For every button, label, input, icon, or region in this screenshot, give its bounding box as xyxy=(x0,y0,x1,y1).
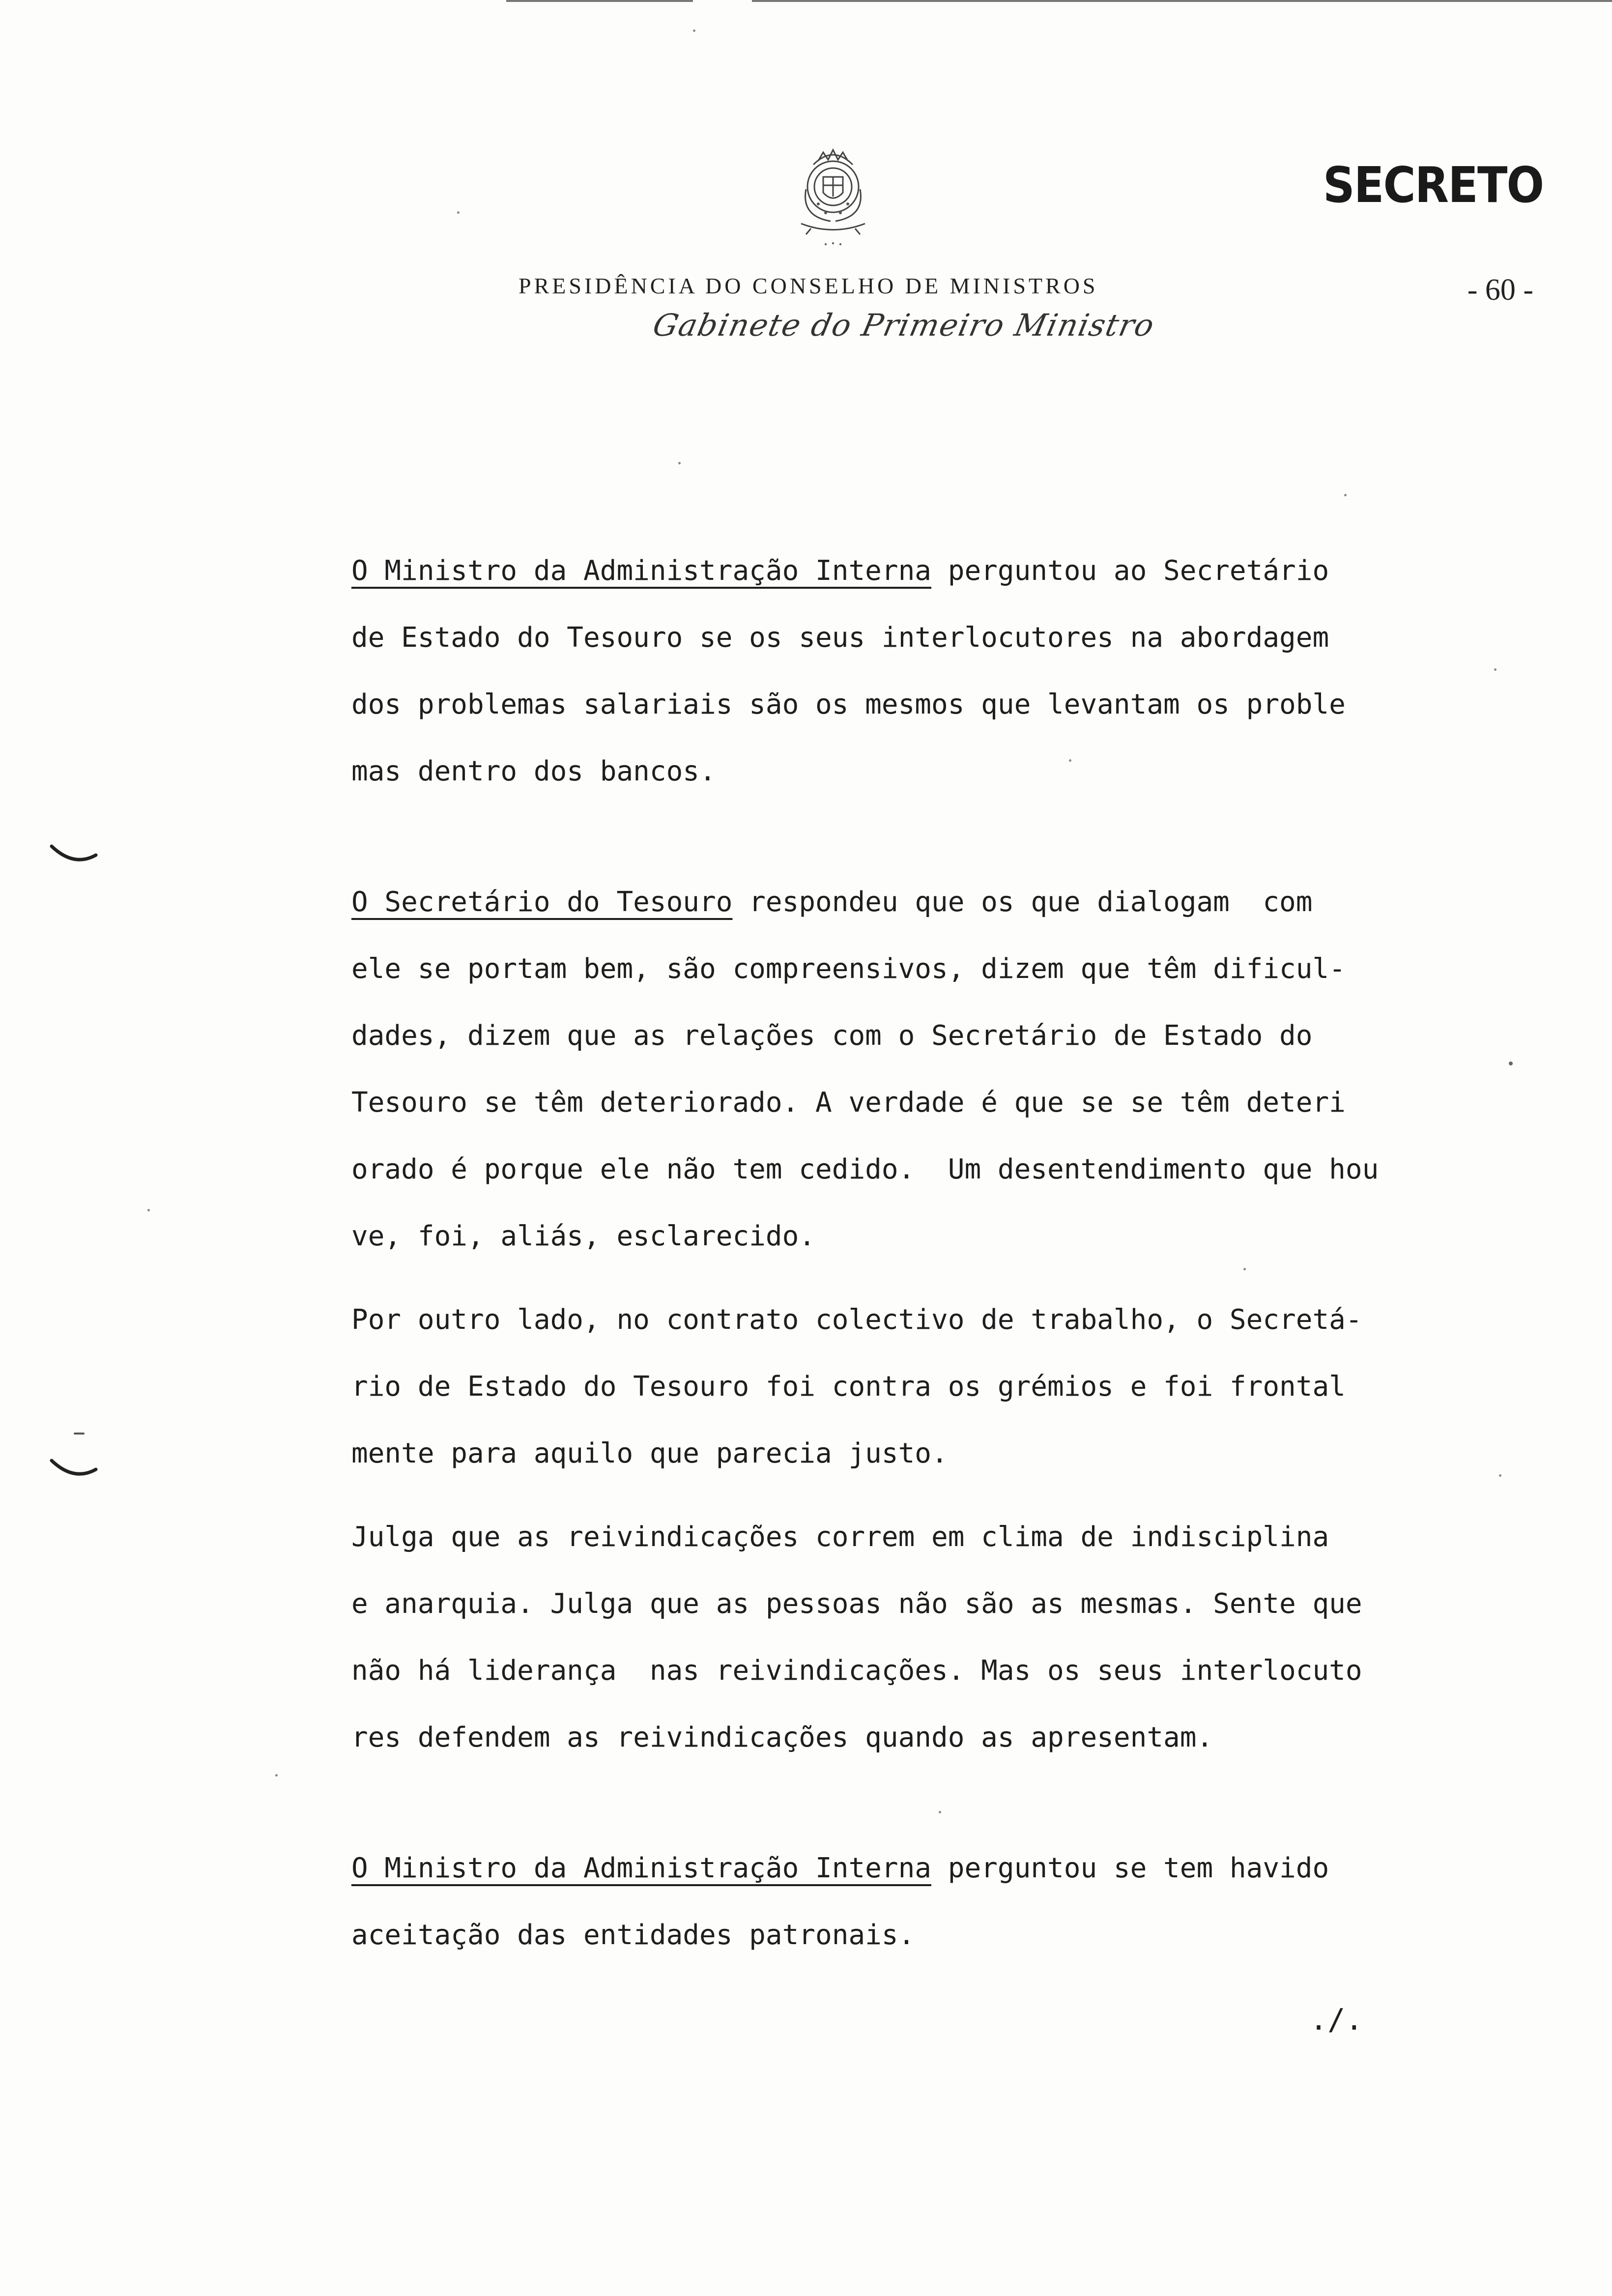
text-segment: dades, dizem que as relações com o Secretário de Estado do xyxy=(351,1020,1313,1052)
speaker-name: O Secretário do Tesouro xyxy=(351,886,733,918)
scan-speck xyxy=(1494,668,1497,671)
scan-speck xyxy=(1509,1062,1513,1065)
text-segment: dos problemas salariais são os mesmos que levantam os proble xyxy=(351,689,1346,720)
scan-speck xyxy=(1069,759,1071,762)
text-segment: mas dentro dos bancos. xyxy=(351,755,716,787)
paragraph xyxy=(351,1835,1492,1969)
paragraph xyxy=(351,869,1492,1270)
scan-speck xyxy=(939,1811,941,1813)
text-line xyxy=(351,738,1492,805)
text-line xyxy=(351,1353,1492,1420)
text-line xyxy=(351,936,1492,1003)
text-segment: Tesouro se têm deteriorado. A verdade é que se se têm deteri xyxy=(351,1087,1346,1119)
letterhead-subtitle: Gabinete do Primeiro Ministro xyxy=(650,307,1158,343)
letterhead-title: PRESIDÊNCIA DO CONSELHO DE MINISTROS xyxy=(518,273,1098,298)
text-line xyxy=(351,538,1492,604)
text-line xyxy=(351,1203,1492,1270)
text-line xyxy=(351,1704,1492,1771)
scan-speck xyxy=(1499,1474,1501,1477)
text-line xyxy=(351,671,1492,738)
classification-stamp: SECRETO xyxy=(1323,156,1543,214)
text-segment: aceitação das entidades patronais. xyxy=(351,1919,915,1951)
text-segment: orado é porque ele não tem cedido. Um desentendimento que hou xyxy=(351,1153,1379,1185)
scan-speck xyxy=(275,1774,278,1777)
text-segment: rio de Estado do Tesouro foi contra os grémios e foi frontal xyxy=(351,1371,1346,1403)
paragraph xyxy=(351,538,1492,805)
speaker-name: O Ministro da Administração Interna xyxy=(351,555,932,587)
text-line xyxy=(351,1571,1492,1637)
scan-speck xyxy=(457,211,460,214)
paragraph xyxy=(351,1504,1492,1771)
text-line xyxy=(351,1420,1492,1487)
text-segment: Por outro lado, no contrato colectivo de trabalho, o Secretá- xyxy=(351,1304,1362,1336)
text-line xyxy=(351,1003,1492,1069)
continuation-mark: ./. xyxy=(1310,2003,1363,2037)
scan-speck xyxy=(693,29,695,32)
text-line xyxy=(351,1287,1492,1353)
text-segment: mente para aquilo que parecia justo. xyxy=(351,1437,948,1469)
scan-edge-line xyxy=(752,0,1612,2)
coat-of-arms-icon xyxy=(772,130,894,253)
scan-edge-line xyxy=(506,0,693,2)
text-segment: ve, foi, aliás, esclarecido. xyxy=(351,1220,816,1252)
text-line xyxy=(351,1835,1492,1902)
text-segment: e anarquia. Julga que as pessoas não são as mesmas. Sente que xyxy=(351,1588,1362,1620)
text-line xyxy=(351,1136,1492,1203)
text-segment: de Estado do Tesouro se os seus interlocutores na abordagem xyxy=(351,622,1329,654)
scan-speck xyxy=(678,462,681,464)
scan-speck xyxy=(1243,1268,1246,1270)
text-line xyxy=(351,869,1492,936)
text-segment: Julga que as reivindicações correm em clima de indisciplina xyxy=(351,1521,1329,1553)
text-segment: ele se portam bem, são compreensivos, dizem que têm dificul- xyxy=(351,953,1346,985)
document-body xyxy=(351,521,1492,1969)
paragraph xyxy=(351,1287,1492,1487)
text-segment: não há liderança nas reivindicações. Mas os seus interlocuto xyxy=(351,1655,1362,1687)
text-line xyxy=(351,1069,1492,1136)
text-line xyxy=(351,1504,1492,1571)
margin-mark xyxy=(47,1455,101,1484)
page-number: - 60 - xyxy=(1467,273,1533,307)
text-segment: respondeu que os que dialogam com xyxy=(732,886,1313,918)
text-line xyxy=(351,604,1492,671)
text-segment: perguntou ao Secretário xyxy=(931,555,1329,587)
text-segment: perguntou se tem havido xyxy=(931,1852,1329,1884)
text-line xyxy=(351,1902,1492,1969)
text-line xyxy=(351,1637,1492,1704)
scan-speck xyxy=(1344,494,1347,496)
speaker-name: O Ministro da Administração Interna xyxy=(351,1852,932,1884)
margin-mark xyxy=(47,840,101,870)
text-segment: res defendem as reivindicações quando as apresentam. xyxy=(351,1722,1213,1753)
scan-speck xyxy=(147,1209,150,1211)
scan-speck xyxy=(74,1433,85,1435)
